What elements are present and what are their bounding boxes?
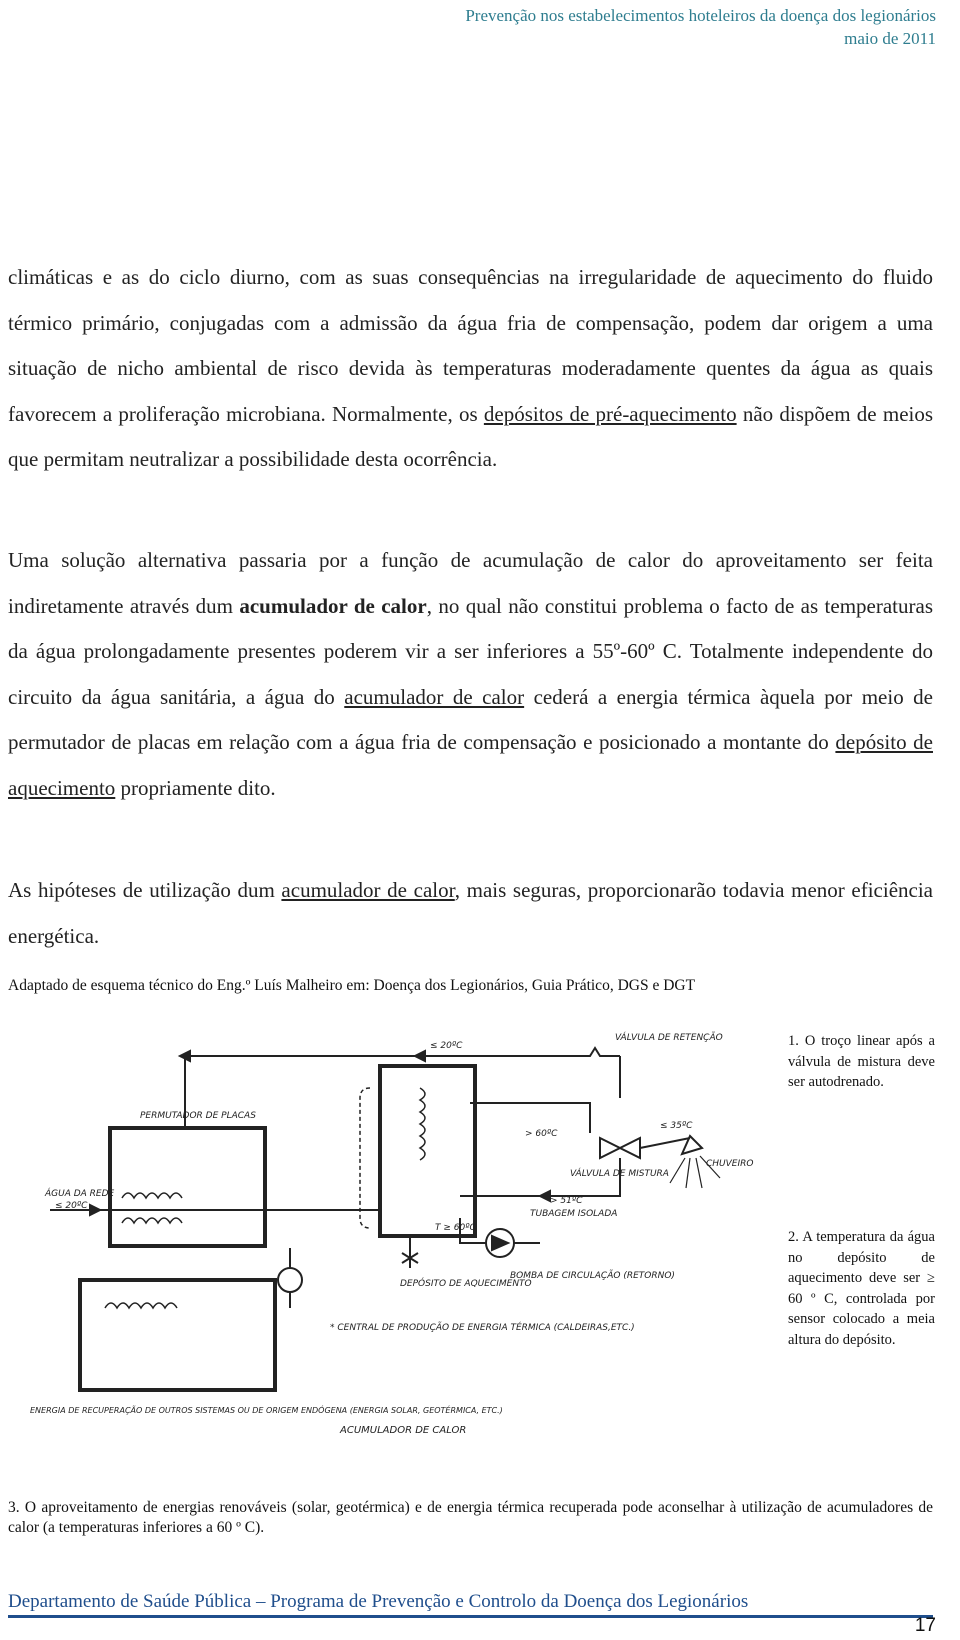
label-20c-top: ≤ 20ºC [430,1041,463,1051]
paragraph-1-text-a: climáticas e as do ciclo diurno, com as suas consequências na irregularidade de aquecimento do fluido térmico primário, conjugadas com a admissão da água fria de compensação, podem dar origem a uma situação de nicho ambiental de risco devida às temperaturas moderadamente quentes da água as quais favorecem a proliferação microbiana. Normalmente, os [8,265,933,426]
mixing-valve-icon [600,1138,620,1158]
figure-caption: Adaptado de esquema técnico do Eng.º Luís Malheiro em: Doença dos Legionários, Guia Prático, DGS e DGT [8,977,696,994]
paragraph-2-underlined-b: depósito de aquecimento [8,730,933,800]
paragraph-2-text-c: cederá a energia térmica àquela por meio de permutador de placas em relação com a água fria de compensação e posicionado a montante do [8,684,933,754]
page-header [465,4,936,50]
page-number: 17 [914,1615,936,1636]
label-bomba: BOMBA DE CIRCULAÇÃO (RETORNO) [510,1271,675,1281]
label-valvula-mistura: VÁLVULA DE MISTURA [570,1169,669,1179]
mixing-valve-icon-b [620,1138,640,1158]
paragraph-2-text-d: propriamente dito. [115,775,276,800]
label-deposito: DEPÓSITO DE AQUECIMENTO [400,1279,532,1289]
page-footer: Departamento de Saúde Pública – Programa de Prevenção e Controlo da Doença dos Legionários [8,1591,933,1618]
header-date: maio de 2011 [844,29,936,48]
bracket [360,1088,370,1228]
heat-exchanger-coil-icon [122,1193,182,1198]
paragraph-3-text-b: , mais seguras, proporcionarão todavia menor eficiência energética. [8,878,934,948]
label-valvula-retencao: VÁLVULA DE RETENÇÃO [615,1033,723,1043]
label-agua-rede-temp: ≤ 20ºC [55,1201,88,1211]
header-title: Prevenção nos estabelecimentos hoteleiros da doença dos legionários [465,6,936,25]
paragraph-3-text-a: As hipóteses de utilização dum [8,878,282,902]
paragraph-2-text-b: , no qual não constitui problema o facto de as temperaturas da água prolongadamente presentes poderem vir a ser inferiores a 55º-60º C. Totalmente independente do circuito da água sanitária, a água do [8,593,933,709]
label-chuveiro: CHUVEIRO [706,1159,754,1169]
technical-diagram [30,1018,790,1438]
deposito-tank [380,1066,475,1236]
label-energia: ENERGIA DE RECUPERAÇÃO DE OUTROS SISTEMAS OU DE ORIGEM ENDÓGENA (ENERGIA SOLAR, GEOTÉRMICA, ETC.) [30,1406,503,1415]
label-permutador: PERMUTADOR DE PLACAS [140,1111,256,1121]
note-2: 2. A temperatura da água no depósito de aquecimento deve ser ≥ 60 º C, controlada por sensor colocado a meia altura do depósito. [788,1229,935,1348]
arrow-icon [90,1205,100,1215]
label-tubagem: TUBAGEM ISOLADA [530,1209,618,1219]
paragraph-3-underlined: acumulador de calor [281,878,455,902]
paragraph-1 [8,255,933,483]
pump-icon-2 [278,1268,302,1292]
note-1: 1. O troço linear após a válvula de mistura deve ser autodrenado. [788,1033,935,1090]
label-agua-rede: ÁGUA DA REDE [45,1189,115,1199]
acumulador-coil-icon [105,1303,177,1308]
pump-arrow-icon [492,1236,508,1250]
note-3: 3. O aproveitamento de energias renováveis (solar, geotérmica) e de energia térmica recuperada pode aconselhar à utilização de acumuladores de calor (a temperaturas inferiores a 60 º C). [8,1499,933,1536]
label-35c: ≤ 35ºC [660,1121,693,1131]
arrow-icon [540,1191,550,1201]
top-pipe [185,1048,620,1056]
paragraph-2-underlined-a: acumulador de calor [344,684,525,709]
paragraph-1-underlined: depósitos de pré-aquecimento [483,401,737,426]
label-60c: > 60ºC [525,1129,558,1139]
label-51c: > 51ºC [550,1196,583,1206]
paragraph-3 [8,868,933,959]
diagram-svg [30,1018,790,1438]
paragraph-2-bold: acumulador de calor [239,593,427,618]
shower-pipe [640,1138,690,1148]
paragraph-2 [8,538,933,811]
paragraph-1-text-b: não dispõem de meios que permitam neutralizar a possibilidade desta ocorrência. [8,401,934,471]
heat-exchanger-coil-icon-b [122,1218,182,1223]
acumulador-box [80,1280,275,1390]
permutador-box [110,1128,265,1246]
label-t60: T ≥ 60ºC [435,1223,476,1233]
label-acumulador: ACUMULADOR DE CALOR [340,1425,467,1436]
label-central: * CENTRAL DE PRODUÇÃO DE ENERGIA TÉRMICA (CALDEIRAS,ETC.) [330,1323,635,1333]
arrow-icon [415,1051,425,1061]
tank-coil-icon [420,1088,425,1160]
paragraph-2-text-a: Uma solução alternativa passaria por a função de acumulação de calor do aproveitamento ser feita indiretamente através dum [8,548,933,618]
